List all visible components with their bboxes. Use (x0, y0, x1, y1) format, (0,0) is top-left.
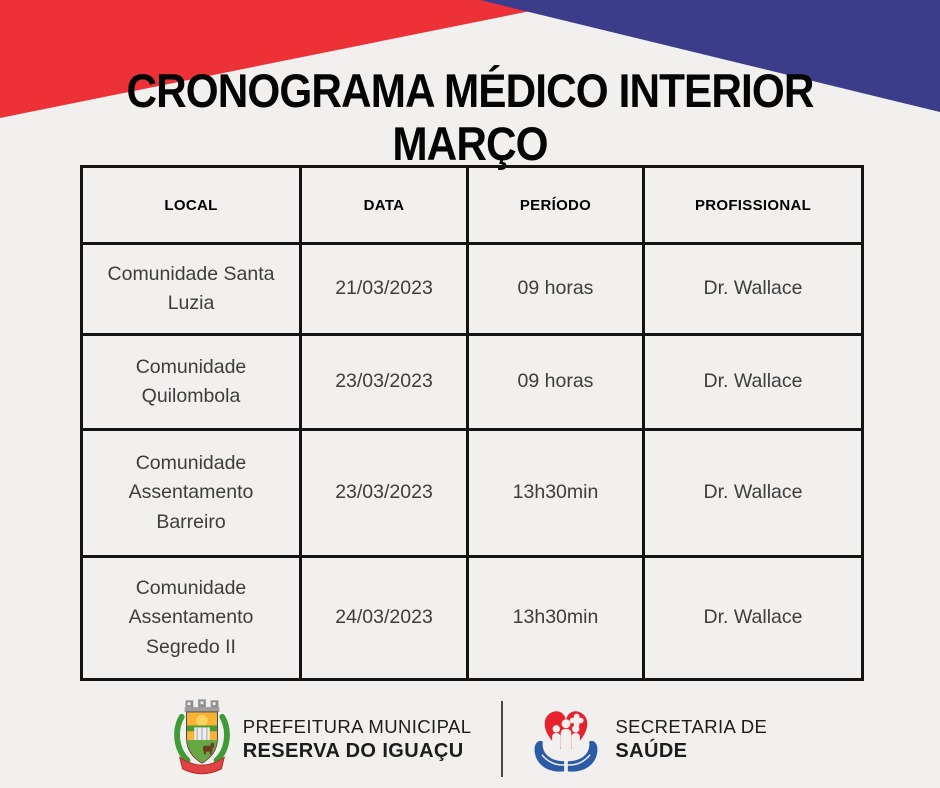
title-line-2: MARÇO (392, 117, 548, 170)
table-row (82, 430, 863, 557)
table-row (82, 244, 863, 335)
header-profissional: PROFISSIONAL (644, 167, 863, 244)
cell-periodo: 09 horas (468, 335, 644, 430)
prefeitura-line-2: RESERVA DO IGUAÇU (242, 739, 464, 762)
prefeitura-text (243, 715, 472, 764)
table-header-row (82, 167, 863, 244)
cell-periodo: 09 horas (468, 244, 644, 335)
cell-local: Comunidade Assentamento Barreiro (82, 430, 301, 557)
cell-data: 21/03/2023 (301, 244, 468, 335)
heart-in-hands-icon (529, 699, 603, 779)
cell-local: Comunidade Quilombola (82, 335, 301, 430)
secretaria-text (615, 715, 767, 764)
header-data: DATA (301, 167, 468, 244)
cell-local: Comunidade Santa Luzia (82, 244, 301, 335)
page-title (0, 64, 940, 170)
cell-profissional: Dr. Wallace (644, 335, 863, 430)
title-line-1: CRONOGRAMA MÉDICO INTERIOR (126, 64, 814, 117)
cell-profissional: Dr. Wallace (644, 244, 863, 335)
secretaria-line-1: SECRETARIA DE (615, 715, 768, 737)
cell-periodo: 13h30min (468, 557, 644, 680)
schedule-table (80, 165, 864, 681)
cell-data: 23/03/2023 (301, 335, 468, 430)
header-local: LOCAL (82, 167, 301, 244)
prefeitura-line-1: PREFEITURA MUNICIPAL (242, 715, 472, 737)
municipal-coat-of-arms-icon (173, 699, 231, 779)
cell-profissional: Dr. Wallace (644, 430, 863, 557)
header-periodo: PERÍODO (468, 167, 644, 244)
table-row (82, 335, 863, 430)
footer (0, 694, 940, 784)
cell-data: 24/03/2023 (301, 557, 468, 680)
secretaria-line-2: SAÚDE (615, 739, 688, 762)
table-row (82, 557, 863, 680)
cell-data: 23/03/2023 (301, 430, 468, 557)
cell-periodo: 13h30min (468, 430, 644, 557)
cell-local: Comunidade Assentamento Segredo II (82, 557, 301, 680)
cell-profissional: Dr. Wallace (644, 557, 863, 680)
footer-divider (501, 701, 503, 777)
